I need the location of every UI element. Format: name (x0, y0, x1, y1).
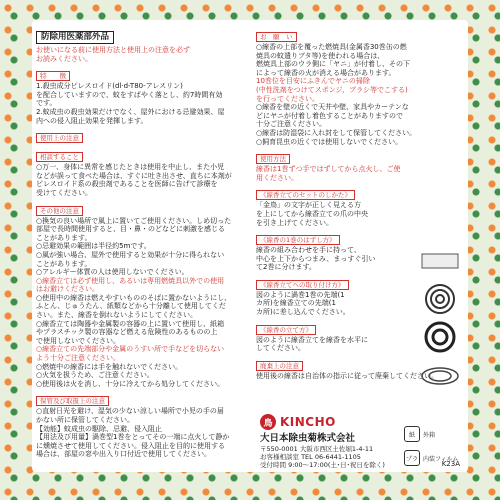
caution-line: 10巻位を目安にふきんでヤニの掃除 (256, 77, 370, 86)
text-line: ○火気を扱うため、ご注意ください。 (36, 371, 154, 380)
text-line: 図のように渦巻1巻の先端(1 (256, 290, 345, 299)
product-code: K23A (441, 460, 460, 468)
text-line: ことがあります。 (36, 233, 92, 242)
text-line: 2.蚊成虫の殺虫効果だけでなく、屋外における忌避効果、屋 (36, 107, 225, 116)
text-line: カ所)を線香立ての先端(1 (256, 299, 336, 308)
caution-line: 線香は1巻ずつ手ではずしてから点火し、ご使 (256, 165, 401, 174)
text-line: カ所)に差し込んでください。 (256, 308, 350, 317)
text-line: 1.殺虫成分ピレスロイド(dl·d-T80-アレスリン) (36, 82, 183, 91)
section-heading: 《線香立てのセットのしかた》 (256, 190, 355, 200)
section-heading: 相談すること (36, 152, 83, 162)
text-line: によって線香の火が消える場合があります。 (256, 68, 396, 77)
text-line: どにヤニが付着し着色することがありますので (256, 111, 403, 120)
section-heading: 《線香の立て方》 (256, 325, 316, 335)
caution-line: ○線香立ては必ず使用し、あるいは専用燃焼具以外での使用 (36, 276, 225, 285)
section-heading: 《線香立てへの取り付け方》 (256, 280, 349, 290)
text-line: さい。また、線香を倒れないようにしてください。 (36, 311, 197, 320)
caution-line: ○線香立ての先端部分や金属のうすい所で手などを切らない (36, 345, 225, 354)
text-line: 中心を上下からつまみ、まっすぐ引い (256, 254, 376, 263)
section-heading: 特 徴 (36, 71, 70, 81)
text-line: などが誤って食べた場合は、すぐに吐き出させ、直ちに本剤が (36, 171, 232, 180)
company-name: 大日本除虫菊株式会社 (260, 433, 356, 444)
caution-line: (中性洗剤をつけてスポンジ、ブラシ等でこする) (256, 85, 408, 94)
text-line: ○使用中の線香は燃えやすいもののそばに置かないようにし、 (36, 293, 232, 302)
text-line: 図のように線香立てを線香を水平に (256, 335, 368, 344)
plastic-recycle-icon: プラ (404, 450, 420, 466)
text-line: ○線香立ては陶器や金属製の容器の上に置いて使用し、紙箱 (36, 319, 225, 328)
paper-recycle-icon: 紙 (404, 426, 420, 442)
text-line: ○線香を壁の近くで天井や壁、家具やカーテンな (256, 103, 409, 112)
company-address: 〒550-0001 大阪市西区土佐堀1-4-11 (260, 445, 374, 453)
company-phone: お客様相談室 TEL 06-6441-1105 (260, 453, 361, 461)
text-line: やプラスチック製の容器など燃える危険性のあるものの上 (36, 328, 218, 337)
company-info (260, 433, 410, 469)
caution-line: を行ってください。 (256, 94, 319, 103)
text-line: 「金鳥」の文字が正しく見える方 (256, 201, 361, 210)
text-line: を上にしてから線香立ての爪の中央 (256, 209, 368, 218)
text-line: 【用法及び用量】渦巻型1巻をとってその一端に点火して静か (36, 433, 230, 442)
text-line: ○使用後は火を消し、十分に冷えてから処分してください。 (36, 379, 225, 388)
category-title: 防除用医薬部外品 (36, 31, 114, 44)
text-line: ○直射日光を避け、湿気の少ない涼しい場所で小児の手の届 (36, 407, 224, 416)
company-hours: 受付時間 9:00〜17:00(土･日･祝日を除く) (260, 461, 385, 469)
recycle-label: 内装フィルム (423, 455, 459, 463)
caution-line: 用ください。 (256, 173, 298, 182)
text-line: て2巻に分けます。 (256, 263, 316, 272)
section-heading: 廃棄上の注意 (256, 361, 303, 371)
text-line: ピレスロイド系の殺虫剤であることを医師に告げて診療を (36, 180, 218, 189)
text-line: ふとん、じゅうたん、紙類などから十分離して使用してくだ (36, 302, 226, 311)
instruction-panel (32, 20, 468, 472)
text-line: 線香の組み合わせを手に持って、 (256, 246, 361, 255)
section-heading: 《線香の1巻のはずし方》 (256, 235, 340, 245)
bird-logo-icon: 鳥 (260, 414, 276, 430)
text-line: ○燃焼中の線香には手を触れないでください。 (36, 362, 183, 371)
text-line: 使用後の線香は自治体の指示に従って廃棄してください。 (256, 371, 438, 380)
caution-line: よう十分ご注意ください。 (36, 354, 120, 363)
section-heading: 使用方法 (256, 154, 290, 164)
text-line: ○線香の上部を覆った燃焼具(金属香30巻缶の燃 (256, 43, 407, 51)
text-line: かない所に保管してください。 (36, 416, 134, 424)
text-line: 受けてください。 (36, 188, 92, 197)
text-line: 部屋で長時間使用すると、目・鼻・のどなどに刺激を感じる (36, 225, 225, 234)
text-line: してください。 (256, 344, 305, 353)
text-line: ○万一、身体に異常を感じたときは使用を中止し、また小児 (36, 163, 225, 172)
left-column (36, 24, 248, 459)
text-line: ことがあります。 (36, 259, 92, 268)
text-line: ○線香は防湿袋に入れ封をして保管してください。 (256, 128, 417, 137)
brand-name: KINCHO (280, 415, 336, 429)
recycle-label: 外箱 (423, 431, 436, 439)
text-line: 焼具の蚊遣りブタ等)を使われる場合は、 (256, 51, 385, 60)
coil-illustration (418, 282, 462, 316)
text-line: で使用しないでください。 (36, 336, 120, 345)
text-line: に燻焼させて使用してください。侵入阻止を目的に使用する (36, 441, 225, 450)
stand-illustration (418, 244, 462, 278)
section-heading: その他の注意 (36, 206, 83, 216)
text-line: 燃焼具上部のウラ側に「ヤニ」が付着し、その下 (256, 60, 410, 69)
text-line: ○忌避効果の範囲は半径約5mです。 (36, 242, 151, 251)
text-line: ○飼育昆虫の近くでは使用しないでください。 (256, 137, 403, 146)
section-heading: 使用上の注意 (36, 133, 83, 143)
section-heading: お 願 い (256, 32, 297, 42)
text-line: 場合は、部屋の窓や出入り口付近で使用してください。 (36, 450, 211, 459)
section-heading: 保管及び取扱上の注意 (36, 396, 109, 406)
text-line: ○アレルギー体質の人は使用しないでください。 (36, 268, 189, 277)
warning-line: お使いになる前に使用方法と使用上の注意を必ず (36, 46, 190, 54)
text-line: 【効能】蚊成虫の駆除、忌避、侵入阻止 (36, 424, 162, 433)
text-line: です。 (36, 99, 57, 108)
text-line: ○風が強い場合、屋外で使用すると効果が十分に得られない (36, 250, 225, 259)
text-line: を配合していますので、蚊をすばやく落とし、約7時間有効 (36, 90, 223, 99)
coil-mount-illustration (418, 320, 462, 354)
text-line: を引き上げてください。 (256, 218, 333, 227)
text-line: 十分ご注意ください。 (256, 120, 326, 129)
text-line: 内への侵入阻止効果を発揮します。 (36, 116, 148, 125)
text-line: ○換気の良い場所で風上に置いてご使用ください。しめ切った (36, 216, 232, 225)
coil-standing-illustration (418, 356, 462, 390)
warning-line: お読みください。 (36, 54, 92, 63)
caution-line: はお避けください。 (36, 285, 99, 294)
